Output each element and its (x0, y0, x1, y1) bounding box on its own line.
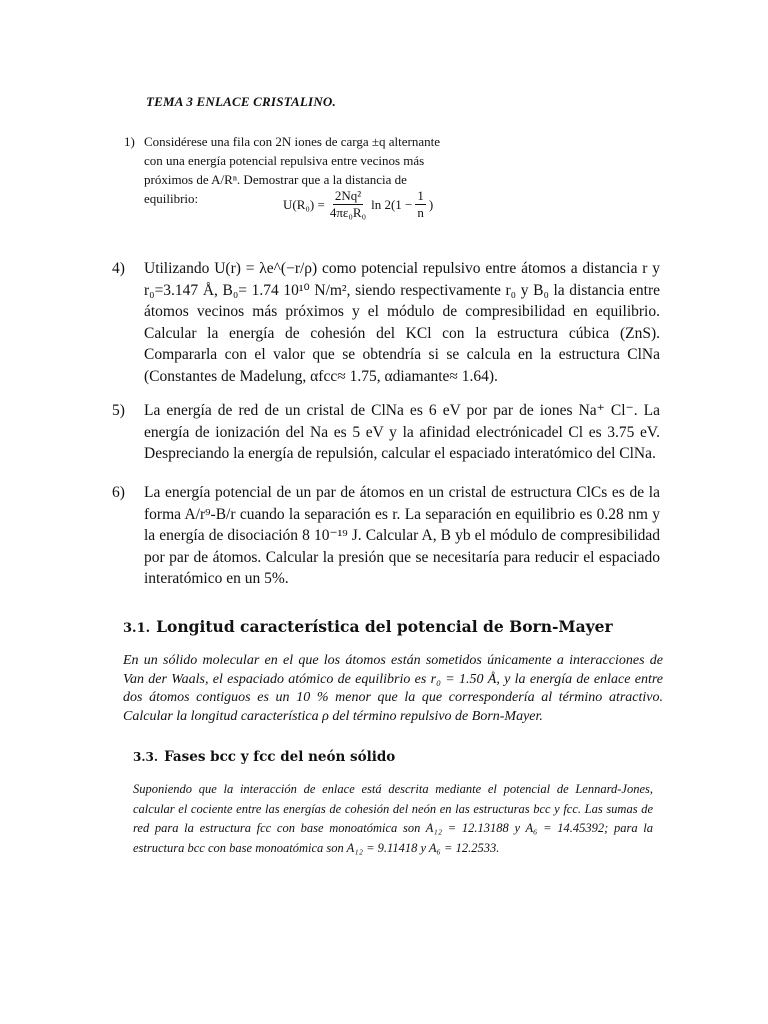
problem-number: 1) (124, 134, 135, 149)
problem-number: 6) (112, 484, 125, 501)
problem-number: 4) (112, 260, 125, 277)
problem-6 (112, 482, 660, 590)
equation-log-term: ln 2(1 − (371, 196, 413, 212)
fraction-numerator: 1 (417, 188, 424, 203)
section-title: Longitud característica del potencial de Born-Mayer (156, 617, 613, 636)
page-title: TEMA 3 ENLACE CRISTALINO. (146, 94, 336, 109)
problem-text: La energía de red de un cristal de ClNa es 6 eV por par de iones Na⁺ Cl⁻. La energía de ionización del Na es 5 eV y la afinidad electrónicadel Cl es 3.75 eV. Despreciando la energía de repulsión, calcular el espaciado interatómico del ClNa. (144, 402, 660, 462)
section-3-1-text: En un sólido molecular en el que los átomos están sometidos únicamente a interacciones de Van der Waals, el espaciado atómico de equilibrio es r₀ = 1.50 Å, y la energía de enlace entre dos átomos contiguos es un 10 % menor que la que correspondería al término atractivo. Calcular la longitud característica ρ del término repulsivo de Born-Mayer. (123, 653, 663, 724)
section-number: 3.1. (123, 621, 151, 636)
section-3-3-text: Suponiendo que la interacción de enlace está descrita mediante el potencial de Lennard-Jones, calcular el cociente entre las energías de cohesión del neón en las estructuras bcc y fcc. Las sumas de red para la estructura fcc con base monoatómica son A₁₂ = 12.13188 y A₆ = 14.45392; para la estructura bcc con base monoatómica son A₁₂ = 9.11418 y A₆ = 12.2533. (133, 782, 653, 855)
equation-close: ) (428, 196, 434, 212)
section-title: Fases bcc y fcc del neón sólido (164, 749, 396, 765)
problem-number: 5) (112, 402, 125, 419)
problem-text: Considérese una fila con 2N iones de carga ±q alternante con una energía potencial repulsiva entre vecinos más próximos de A/Rⁿ. Demostrar que a la distancia de equilibrio: (144, 134, 441, 206)
problem-4 (112, 258, 660, 387)
fraction-denominator: 4πε₀R₀ (329, 205, 367, 220)
equation-fraction (328, 188, 368, 221)
section-3-3-heading (133, 749, 395, 765)
section-number: 3.3. (133, 750, 159, 764)
problem-text: La energía potencial de un par de átomos en un cristal de estructura ClCs es de la forma A/r⁹-B/r cuando la separación es r. La separación en equilibrio es 0.28 nm y la energía de disociación 8 10⁻¹⁹ J. Calcular A, B yb el módulo de compresibilidad por par de átomos. Calcular la presión que se necesitaría para reducir el espaciado interatómico en un 5%. (144, 484, 660, 587)
equation-lhs: U(R₀) = (283, 196, 325, 212)
equation-u-r0 (283, 188, 433, 221)
fraction-denominator: n (417, 205, 424, 220)
fraction-numerator: 2Nq² (334, 188, 362, 203)
equation-fraction-1-n (415, 188, 426, 221)
section-3-1-heading (123, 617, 613, 636)
problem-5 (112, 400, 660, 465)
problem-text: Utilizando U(r) = λe^(−r/ρ) como potencial repulsivo entre átomos a distancia r y r₀=3.147 Å, B₀= 1.74 10¹⁰ N/m², siendo respectivamente r₀ y B₀ la distancia entre átomos vecinos más próximos y el módulo de compresibilidad en equilibrio. Calcular la energía de cohesión del KCl con la estructura cúbica (ZnS). Compararla con el valor que se obtendría si se calcula en la estructura ClNa (Constantes de Madelung, αfcc≈ 1.75, αdiamante≈ 1.64). (144, 260, 660, 385)
